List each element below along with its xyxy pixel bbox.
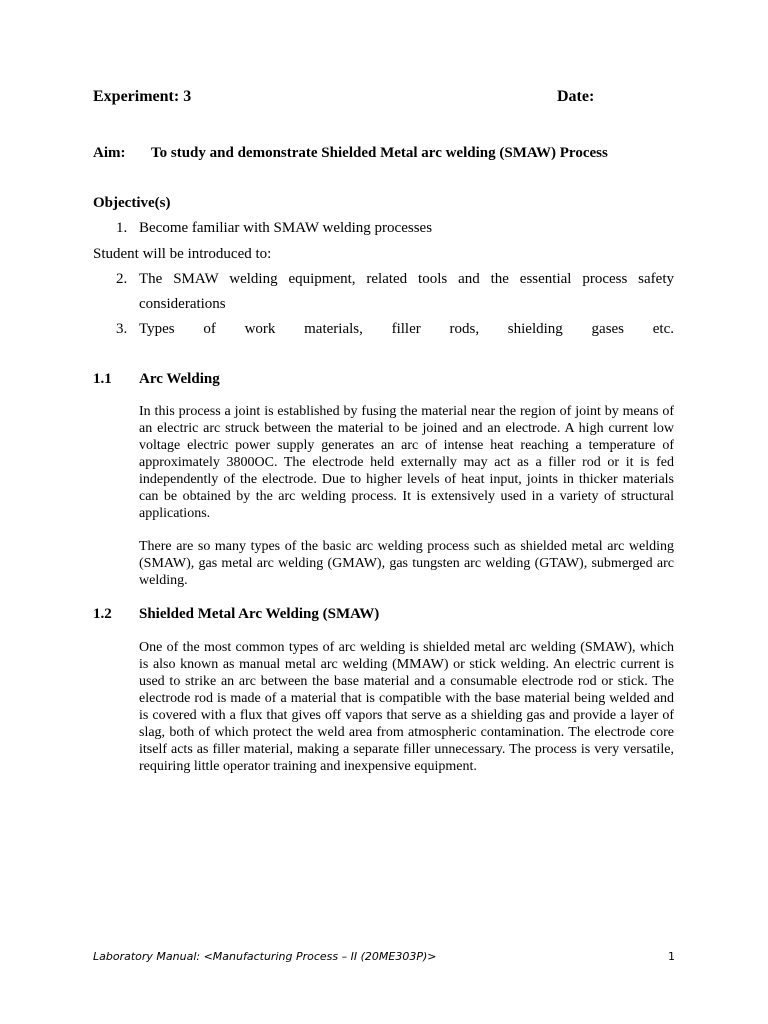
section-1-1-number: 1.1 — [93, 371, 112, 387]
objective-1-number: 1. — [116, 220, 128, 236]
section-1-2-number: 1.2 — [93, 606, 112, 622]
objective-2-line-2: considerations — [139, 296, 226, 312]
objective-3-number: 3. — [116, 321, 128, 337]
section-1-2-paragraph-1: One of the most common types of arc welding is shielded metal arc welding (SMAW), which is also known as manual metal arc welding (MMAW) or stick welding. An electric current is used to strike an arc between the base material and a consumable electrode rod or stick. The electrode rod is made of a material that is compatible with the base material being welded and is covered with a flux that gives off vapors that serve as a shielding gas and provide a layer of slag, both of which protect the weld area from atmospheric contamination. The electrode core itself acts as filler material, making a separate filler unnecessary. The process is very versatile, requiring little operator training and inexpensive equipment. — [139, 640, 674, 774]
aim-text: To study and demonstrate Shielded Metal arc welding (SMAW) Process — [151, 145, 608, 161]
objective-2-number: 2. — [116, 271, 128, 287]
section-1-1-paragraph-1: In this process a joint is established by fusing the material near the region of joint by means of an electric arc struck between the material to be joined and an electrode. A high current low voltage electric power supply generates an arc of intense heat reaching a temperature of approximately 3800OC. The electrode held externally may act as a filler rod or it is fed independently of the electrode. Due to higher levels of heat input, joints in thicker materials can be obtained by the arc welding process. It is extensively used in a variety of structural applications. — [139, 404, 674, 521]
date-label: Date: — [557, 88, 595, 105]
objectives-heading: Objective(s) — [93, 195, 171, 211]
footer-text: Laboratory Manual: <Manufacturing Process – II (20ME303P)> — [93, 950, 437, 963]
objective-2-line-1: The SMAW welding equipment, related tools and the essential process safety — [139, 271, 674, 287]
section-1-1-title: Arc Welding — [139, 371, 220, 387]
section-1-1-paragraph-2: There are so many types of the basic arc welding process such as shielded metal arc welding (SMAW), gas metal arc welding (GMAW), gas tungsten arc welding (GTAW), submerged arc welding. — [139, 539, 674, 588]
experiment-title: Experiment: 3 — [93, 88, 192, 105]
objective-1-text: Become familiar with SMAW welding processes — [139, 220, 433, 236]
objectives-intro: Student will be introduced to: — [93, 246, 272, 262]
section-1-2-title: Shielded Metal Arc Welding (SMAW) — [139, 606, 380, 622]
aim-label: Aim: — [93, 145, 126, 161]
objective-3-text: Types of work materials, filler rods, shielding gases etc. — [139, 321, 674, 337]
page-number: 1 — [668, 950, 675, 963]
